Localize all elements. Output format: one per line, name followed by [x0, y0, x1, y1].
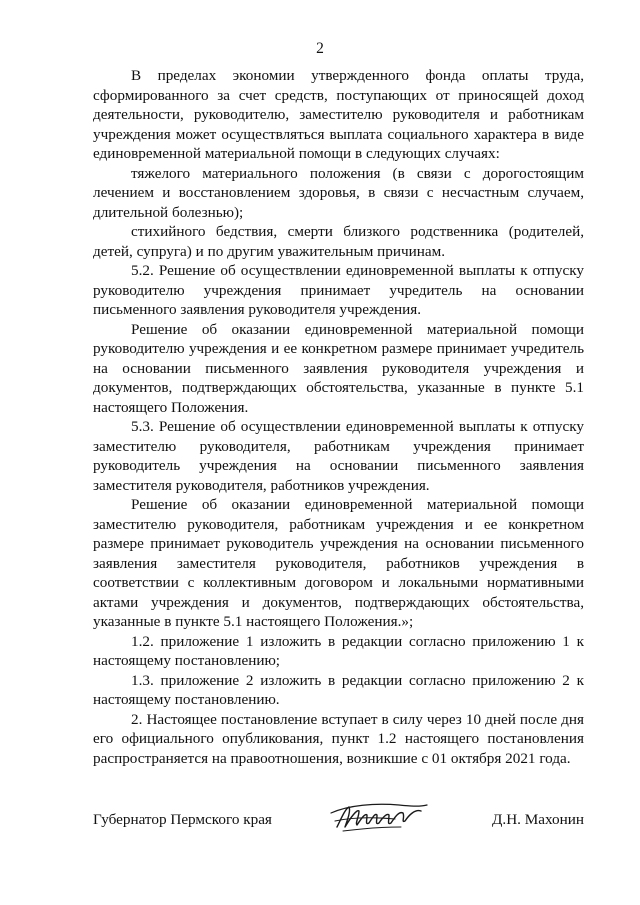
document-body: [93, 66, 584, 768]
paragraph: стихийного бедствия, смерти близкого родственника (родителей, детей, супруга) и по другим уважительным причинам.: [93, 223, 584, 260]
paragraph: тяжелого материального положения (в связи с дорогостоящим лечением и восстановлением здоровья, в связи с несчастным случаем, длительной болезнью);: [93, 164, 584, 221]
paragraph: В пределах экономии утвержденного фонда оплаты труда, сформированного за счет средств, поступающих от приносящей доход деятельности, руководителю, заместителю руководителя и работникам учреждения может осуществляться выплата социального характера в виде единовременной материальной помощи в следующих случаях:: [93, 67, 584, 162]
paragraph: 1.2. приложение 1 изложить в редакции согласно приложению 1 к настоящему постановлению;: [93, 632, 584, 669]
paragraph: 2. Настоящее постановление вступает в силу через 10 дней после дня его официального опубликования, пункт 1.2 настоящего постановления распространяется на правоотношения, возникшие с 01 октября 2021 года.: [93, 710, 584, 767]
paragraph: Решение об оказании единовременной материальной помощи заместителю руководителя, работникам учреждения и ее конкретном размере принимает руководитель учреждения на основании письменного заявления заместителя руководителя, работников учреждения в соответствии с коллективным договором и локальными нормативными актами учреждения и документов, подтверждающих обстоятельства, указанные в пункте 5.1 настоящего Положения.»;: [93, 496, 584, 630]
signatory-title: Губернатор Пермского края: [93, 811, 272, 828]
page-number: 2: [316, 40, 324, 57]
handwritten-signature: [329, 797, 429, 837]
paragraph: 5.2. Решение об осуществлении единовременной выплаты к отпуску руководителю учреждения принимает учредитель на основании письменного заявления руководителя учреждения.: [93, 262, 584, 318]
signatory-name: Д.Н. Махонин: [492, 811, 584, 828]
paragraph: 5.3. Решение об осуществлении единовременной выплаты к отпуску заместителю руководителя, работникам учреждения принимает руководитель учреждения на основании письменного заявления заместителя руководителя, работников учреждения.: [93, 418, 584, 494]
paragraph: Решение об оказании единовременной материальной помощи руководителю учреждения и ее конкретном размере принимает учредитель на основании письменного заявления руководителя учреждения и документов, подтверждающих обстоятельства, указанные в пункте 5.1 настоящего Положения.: [93, 320, 584, 416]
paragraph: 1.3. приложение 2 изложить в редакции согласно приложению 2 к настоящему постановлению.: [93, 671, 584, 708]
signature-block: [93, 803, 584, 843]
